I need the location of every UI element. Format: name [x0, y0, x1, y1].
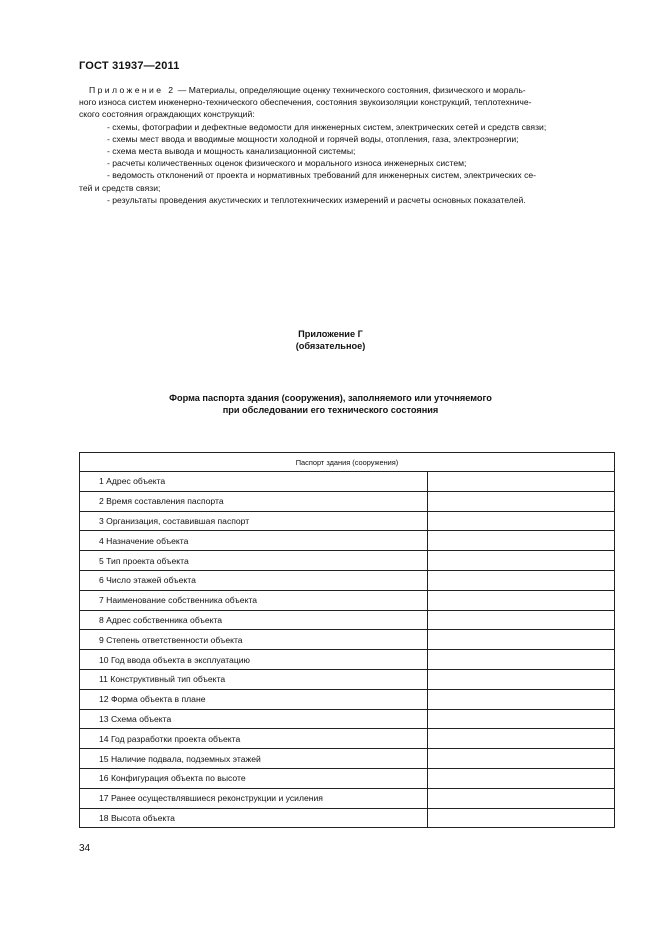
row-label: 18 Высота объекта — [80, 808, 428, 828]
row-value-cell[interactable] — [428, 590, 615, 610]
row-value-cell[interactable] — [428, 630, 615, 650]
note-item: - схемы мест ввода и вводимые мощности холодной и горячей воды, отопления, газа, электроэнергии; — [107, 133, 519, 144]
row-label: 2 Время составления паспорта — [80, 491, 428, 511]
row-value-cell[interactable] — [428, 768, 615, 788]
row-label: 16 Конфигурация объекта по высоте — [80, 768, 428, 788]
table-row — [80, 709, 615, 729]
row-label: 7 Наименование собственника объекта — [80, 590, 428, 610]
row-value-cell[interactable] — [428, 729, 615, 749]
row-value-cell[interactable] — [428, 689, 615, 709]
table-row — [80, 768, 615, 788]
row-value-cell[interactable] — [428, 511, 615, 531]
row-label: 11 Конструктивный тип объекта — [80, 669, 428, 689]
table-row — [80, 669, 615, 689]
table-row — [80, 650, 615, 670]
table-row — [80, 491, 615, 511]
row-value-cell[interactable] — [428, 491, 615, 511]
note-line-1: — Материалы, определяющие оценку технического состояния, физического и мораль- — [175, 85, 526, 95]
table-row — [80, 570, 615, 590]
note-item: - расчеты количественных оценок физического и морального износа инженерных систем; — [107, 158, 467, 169]
table-header-row — [80, 453, 615, 472]
note-intro — [79, 84, 616, 96]
table-row — [80, 610, 615, 630]
table-row — [80, 689, 615, 709]
note-item-continuation: тей и средств связи; — [79, 182, 161, 193]
row-value-cell[interactable] — [428, 531, 615, 551]
row-value-cell[interactable] — [428, 669, 615, 689]
table-row — [80, 749, 615, 769]
row-value-cell[interactable] — [428, 610, 615, 630]
row-label: 1 Адрес объекта — [80, 472, 428, 492]
row-label: 8 Адрес собственника объекта — [80, 610, 428, 630]
table-row — [80, 551, 615, 571]
row-value-cell[interactable] — [428, 808, 615, 828]
form-title-line-2: при обследовании его технического состояния — [222, 405, 439, 415]
table-header: Паспорт здания (сооружения) — [80, 453, 615, 472]
row-value-cell[interactable] — [428, 570, 615, 590]
row-label: 6 Число этажей объекта — [80, 570, 428, 590]
passport-table — [79, 452, 615, 828]
note-line-2: ного износа систем инженерно-технического обеспечения, состояния звукоизоляции конструкций, теплотехниче- — [79, 97, 532, 108]
row-label: 17 Ранее осуществлявшиеся реконструкции и усиления — [80, 788, 428, 808]
appendix-note — [79, 84, 616, 206]
note-item: - ведомость отклонений от проекта и нормативных требований для инженерных систем, электрических се- — [107, 170, 537, 181]
row-value-cell[interactable] — [428, 749, 615, 769]
row-label: 4 Назначение объекта — [80, 531, 428, 551]
note-item: - схемы, фотографии и дефектные ведомости для инженерных систем, электрических сетей и средств связи; — [107, 121, 547, 132]
row-label: 9 Степень ответственности объекта — [80, 630, 428, 650]
row-value-cell[interactable] — [428, 709, 615, 729]
table-row — [80, 788, 615, 808]
row-value-cell[interactable] — [428, 551, 615, 571]
note-label: Приложение 2 — [89, 85, 176, 95]
row-label: 15 Наличие подвала, подземных этажей — [80, 749, 428, 769]
row-value-cell[interactable] — [428, 472, 615, 492]
row-value-cell[interactable] — [428, 788, 615, 808]
row-label: 3 Организация, составившая паспорт — [80, 511, 428, 531]
form-title-line-1: Форма паспорта здания (сооружения), заполняемого или уточняемого — [169, 393, 492, 403]
table-row — [80, 729, 615, 749]
row-label: 12 Форма объекта в плане — [80, 689, 428, 709]
passport-rows — [80, 472, 615, 828]
page-number: 34 — [79, 843, 91, 854]
note-line-3: ского состояния ограждающих конструкций: — [79, 109, 255, 120]
note-item: - результаты проведения акустических и теплотехнических измерений и расчеты основных показателей. — [107, 194, 526, 205]
table-row — [80, 808, 615, 828]
row-label: 10 Год ввода объекта в эксплуатацию — [80, 650, 428, 670]
standard-header: ГОСТ 31937—2011 — [79, 60, 180, 72]
row-label: 14 Год разработки проекта объекта — [80, 729, 428, 749]
table-row — [80, 511, 615, 531]
table-row — [80, 590, 615, 610]
row-label: 13 Схема объекта — [80, 709, 428, 729]
row-value-cell[interactable] — [428, 650, 615, 670]
table-row — [80, 531, 615, 551]
table-row — [80, 472, 615, 492]
appendix-title: Приложение Г — [298, 329, 363, 339]
appendix-status: (обязательное) — [295, 341, 366, 351]
note-item: - схема места вывода и мощность канализационной системы; — [107, 146, 356, 157]
table-row — [80, 630, 615, 650]
row-label: 5 Тип проекта объекта — [80, 551, 428, 571]
